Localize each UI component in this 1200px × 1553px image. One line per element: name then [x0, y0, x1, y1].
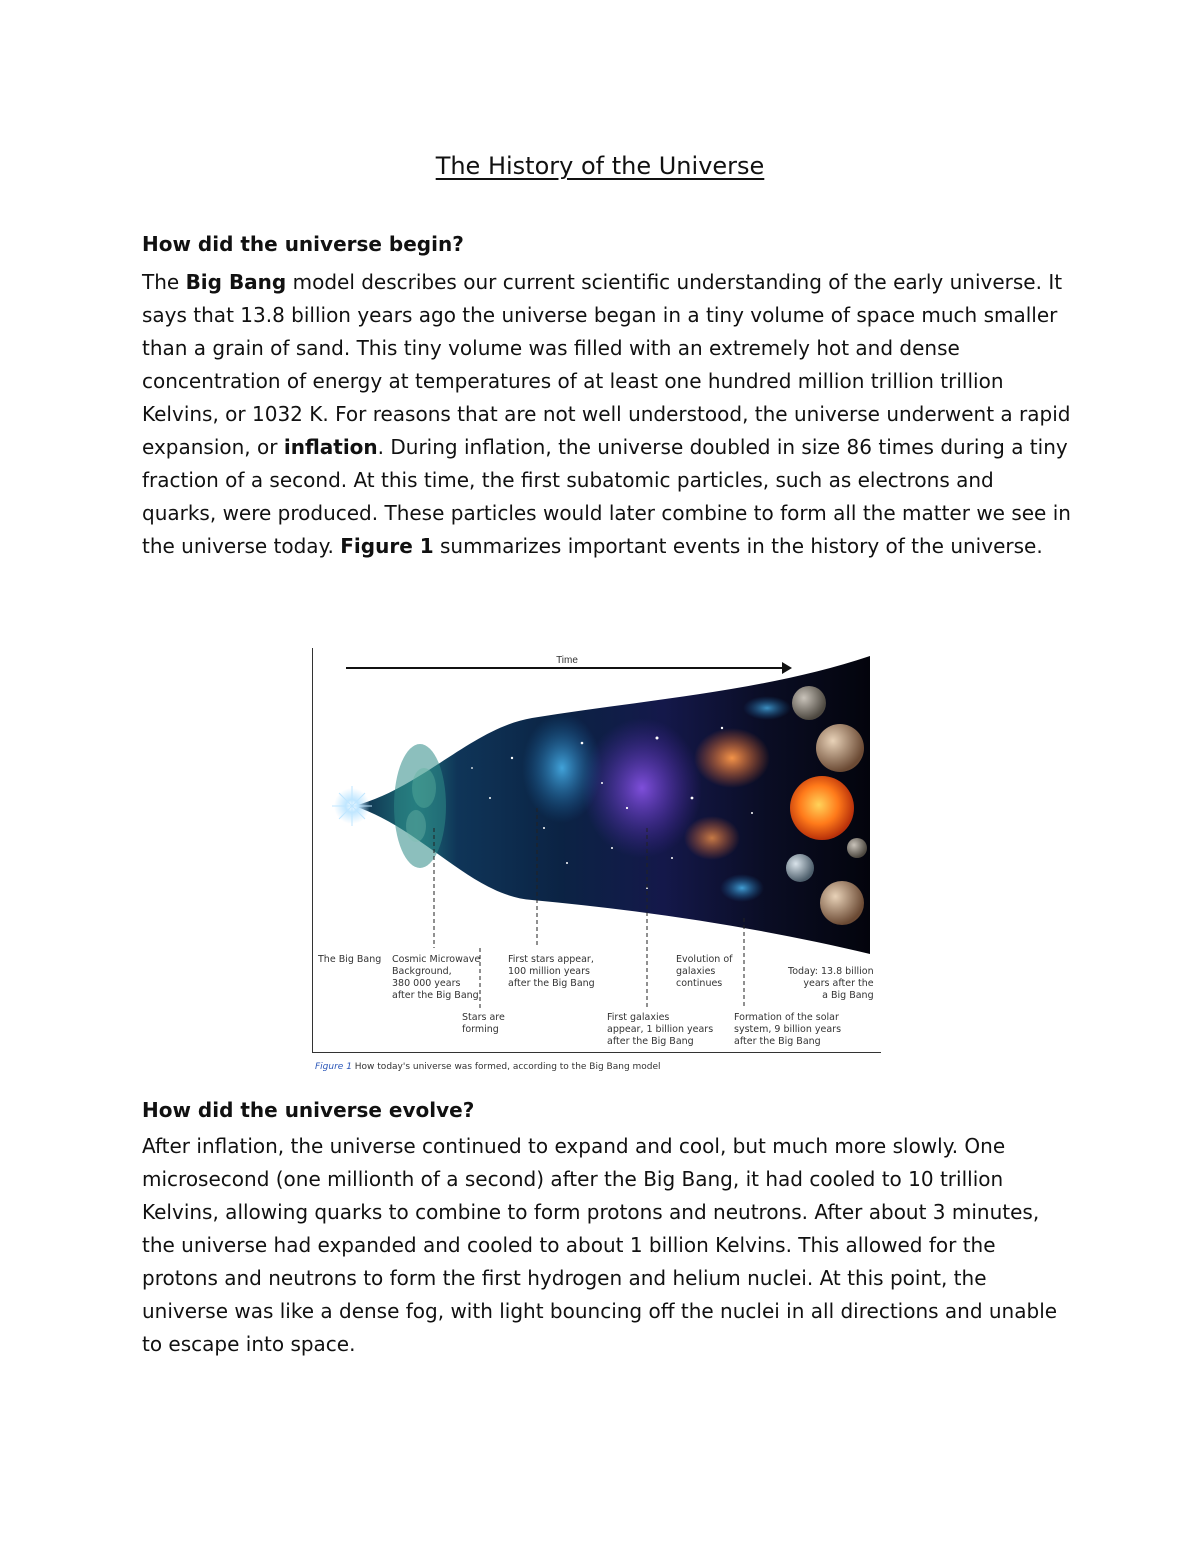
term-big-bang: Big Bang: [185, 270, 287, 294]
paragraph-big-bang: [142, 266, 1072, 563]
text-run: The: [142, 270, 186, 294]
term-inflation: inflation: [283, 435, 378, 459]
text-run: summarizes important events in the history of the universe.: [433, 534, 1043, 558]
figure-caption: [315, 1062, 661, 1072]
text-run: . During inflation, the universe doubled in size 86 times during a tiny fraction of a second. At this time, the first subatomic particles, such as electrons and quarks, were produced. These particles would later combine to form all the matter we see in the universe today.: [142, 435, 1071, 558]
label-galaxy-evolution: Evolution of galaxies continues: [676, 954, 733, 989]
caption-text: How today's universe was formed, according to the Big Bang model: [351, 1062, 661, 1072]
figure-1: [312, 648, 880, 1056]
label-first-galaxies: First galaxies appear, 1 billion years after the Big Bang: [607, 1012, 714, 1047]
label-solar-system: Formation of the solar system, 9 billion years after the Big Bang: [734, 1012, 842, 1047]
label-today: Today: 13.8 billion years after the a Big Bang: [788, 966, 874, 1001]
time-label: Time: [556, 655, 578, 666]
label-stars-forming: Stars are forming: [462, 1012, 505, 1035]
caption-lead: Figure 1: [315, 1062, 352, 1072]
label-cmb: Cosmic Microwave Background, 380 000 years after the Big Bang: [392, 954, 481, 1001]
label-big-bang: The Big Bang: [318, 954, 382, 965]
label-first-stars: First stars appear, 100 million years after the Big Bang: [508, 954, 595, 989]
section-heading-evolve: How did the universe evolve?: [142, 1098, 475, 1122]
text-run: model describes our current scientific understanding of the early universe. It says that 13.8 billion years ago the universe began in a tiny volume of space much smaller than a grain of sand. This tiny volume was filled with an extremely hot and dense concentration of energy at temperatures of at least one hundred million trillion trillion Kelvins, or 1032 K. For reasons that are not well understood, the universe underwent a rapid expansion, or: [142, 270, 1071, 459]
section-heading-begin: How did the universe begin?: [142, 232, 464, 256]
paragraph-evolution: After inflation, the universe continued to expand and cool, but much more slowly. One microsecond (one millionth of a second) after the Big Bang, it had cooled to 10 trillion Kelvins, allowing quarks to combine to form protons and neutrons. After about 3 minutes, the universe had expanded and cooled to about 1 billion Kelvins. This allowed for the protons and neutrons to form the first hydrogen and helium nuclei. At this point, the universe was like a dense fog, with light bouncing off the nuclei in all directions and unable to escape into space.: [142, 1134, 1058, 1356]
figure-reference: Figure 1: [340, 534, 434, 558]
page-title: The History of the Universe: [435, 152, 765, 180]
